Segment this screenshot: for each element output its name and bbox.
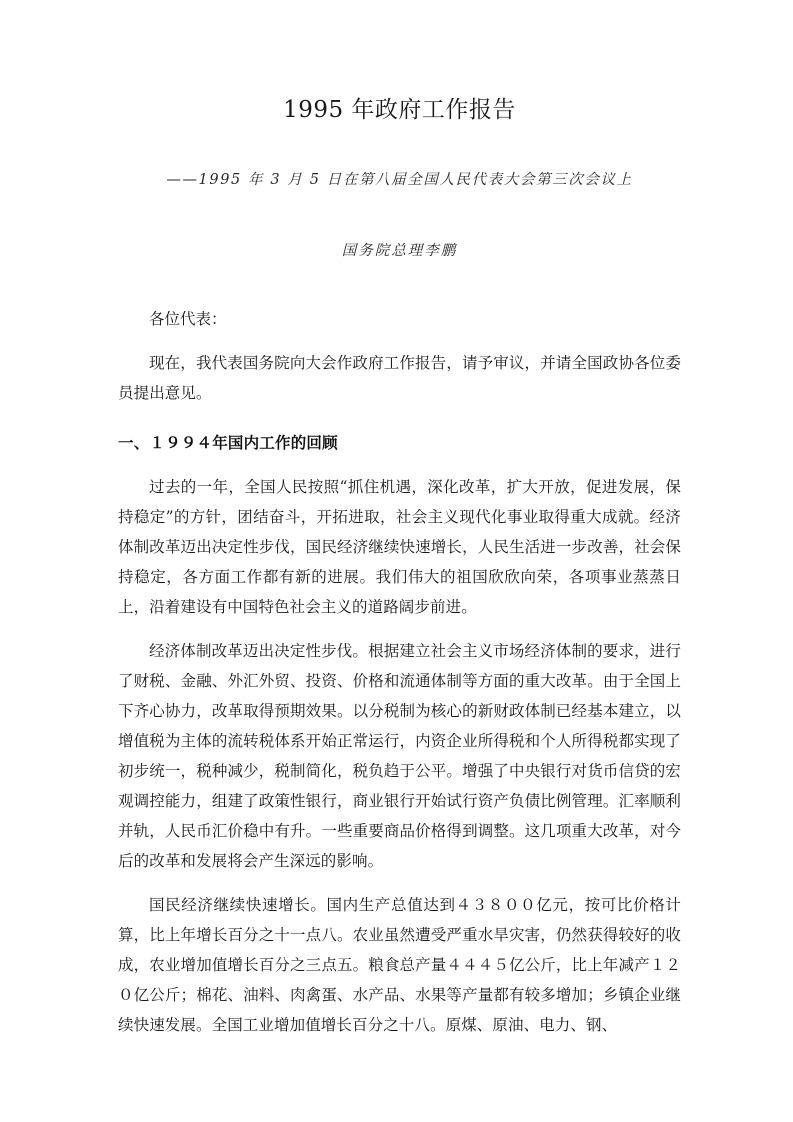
document-subtitle: ——1995 年 3 月 5 日在第八届全国人民代表大会第三次会议上 [166,171,633,188]
section-heading-1: 一、１９９４年国内工作的回顾 [118,434,338,453]
body-paragraph: 国民经济继续快速增长。国内生产总值达到４３８００亿元，按可比价格计算，比上年增长百分之十一点八。农业虽然遭受严重水旱灾害，仍然获得较好的收成，农业增加值增长百分之三点五。粮食总产量４４４５亿公斤，比上年减产１２０亿公斤；棉花、油料、肉禽蛋、水产品、水果等产量都有较多增加；乡镇企业继续快速发展。全国工业增加值增长百分之十八。原煤、原油、电力、钢、 [118,896,681,1035]
body-paragraph: 过去的一年，全国人民按照“抓住机遇，深化改革，扩大开放，促进发展，保持稳定”的方针，团结奋斗，开拓进取，社会主义现代化事业取得重大成就。经济体制改革迈出决定性步伐，国民经济继续快速增长，人民生活进一步改善，社会保持稳定，各方面工作都有新的进展。我们伟大的祖国欣欣向荣，各项事业蒸蒸日上，沿着建设有中国特色社会主义的道路阔步前进。 [118,478,681,617]
salutation-line: 各位代表： [149,310,227,329]
page-title: 1995 年政府工作报告 [283,97,516,123]
document-content-column [118,0,681,1040]
intro-paragraph: 现在，我代表国务院向大会作政府工作报告，请予审议，并请全国政协各位委员提出意见。 [118,354,681,403]
body-paragraph: 经济体制改革迈出决定性步伐。根据建立社会主义市场经济体制的要求，进行了财税、金融、外汇外贸、投资、价格和流通体制等方面的重大改革。由于全国上下齐心协力，改革取得预期效果。以分税制为核心的新财政体制已经基本建立，以增值税为主体的流转税体系开始正常运行，内资企业所得税和个人所得税都实现了初步统一，税种减少，税制简化，税负趋于公平。增强了中央银行对货币信贷的宏观调控能力，组建了政策性银行，商业银行开始试行资产负债比例管理。汇率顺利并轨，人民币汇价稳中有升。一些重要商品价格得到调整。这几项重大改革，对今后的改革和发展将会产生深远的影响。 [118,642,681,871]
document-byline: 国务院总理李鹏 [341,242,458,259]
